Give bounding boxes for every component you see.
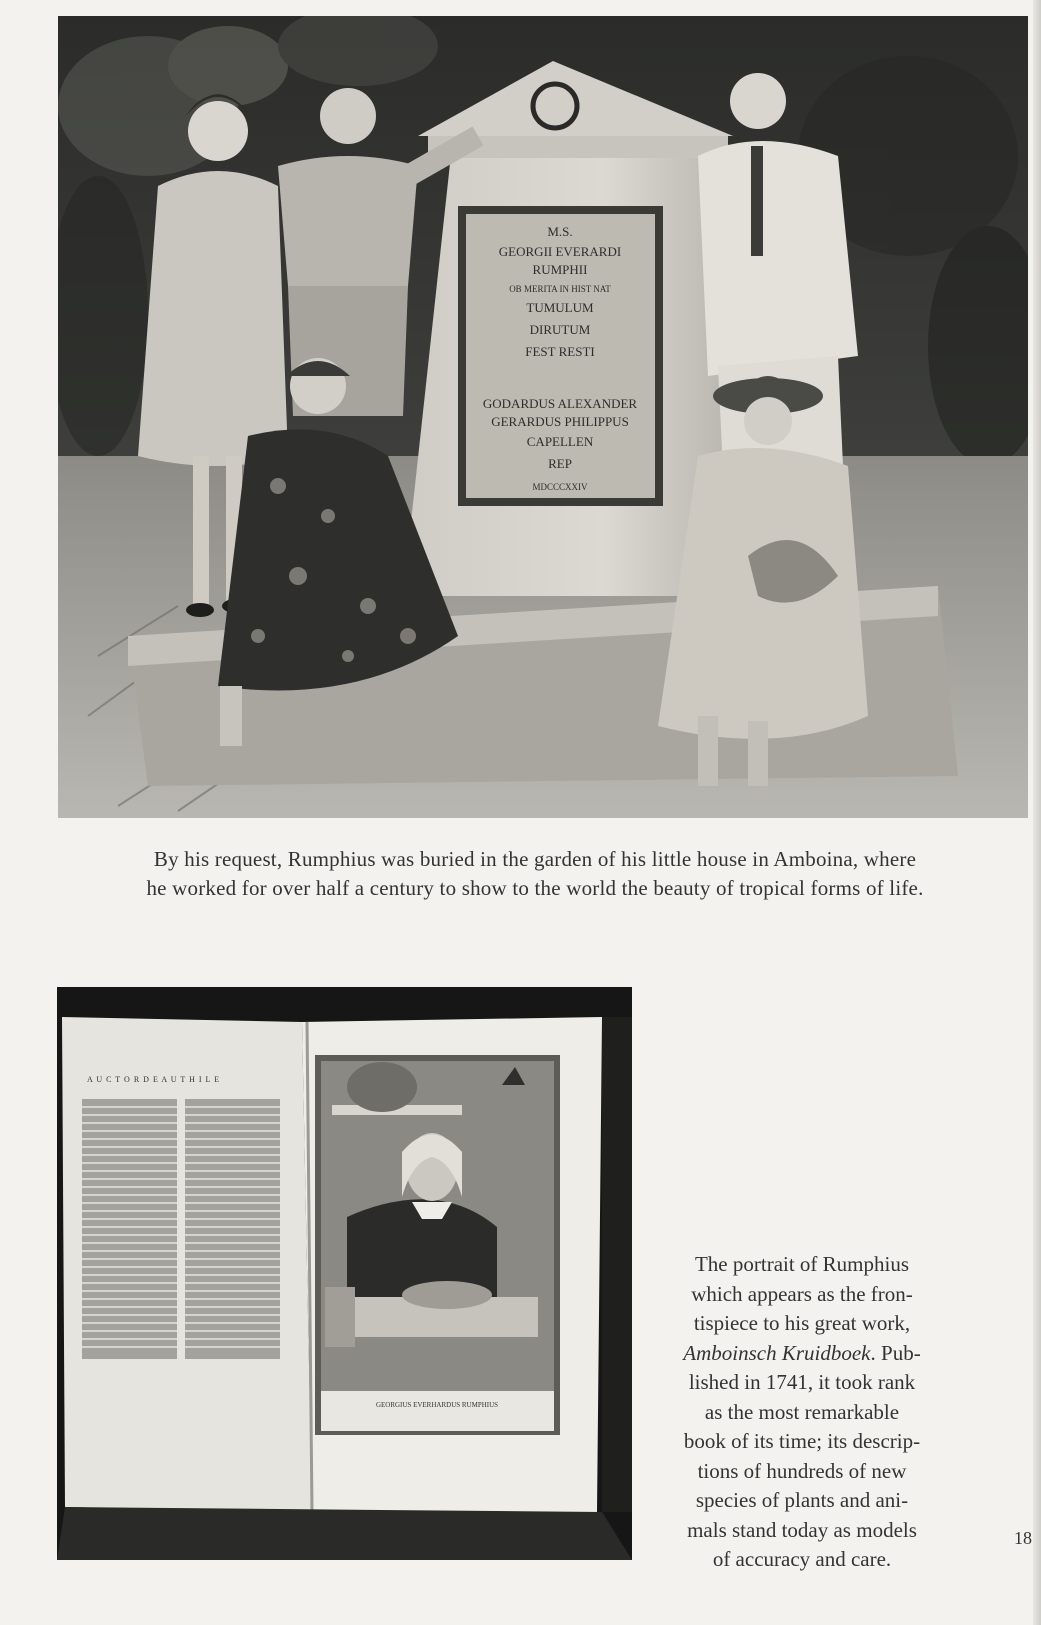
caption-line: lished in 1741, it took rank xyxy=(688,1370,916,1394)
inscription-line: GERARDUS PHILIPPUS xyxy=(491,414,629,429)
inscription-line: REP xyxy=(548,456,572,471)
frontispiece-caption xyxy=(662,1250,942,1575)
plate-caption: GEORGIUS EVERHARDUS RUMPHIUS xyxy=(375,1401,499,1409)
caption-line: of accuracy and care. xyxy=(712,1547,892,1571)
monument-caption xyxy=(60,845,1010,903)
monument-photo-illustration xyxy=(58,16,1028,818)
caption-line: tispiece to his great work, xyxy=(693,1311,911,1335)
caption-line-with-title xyxy=(662,1339,942,1369)
inscription-line: DIRUTUM xyxy=(529,322,591,337)
caption-line: book of its time; its descrip- xyxy=(683,1429,921,1453)
caption-line: The portrait of Rumphius xyxy=(694,1252,910,1276)
inscription-line: GEORGII EVERARDI xyxy=(498,244,622,259)
page-number: 18 xyxy=(1014,1528,1032,1548)
inscription-line: M.S. xyxy=(547,224,573,239)
caption-line: mals stand today as models xyxy=(687,1517,917,1542)
inscription-line: CAPELLEN xyxy=(526,434,594,449)
inscription-line: GODARDUS ALEXANDER xyxy=(482,396,638,411)
caption-line: which appears as the fron- xyxy=(691,1281,913,1306)
caption-line: as the most remarkable xyxy=(704,1399,900,1424)
caption-line: tions of hundreds of new xyxy=(697,1458,907,1483)
caption-fragment: . Pub- xyxy=(870,1340,921,1365)
inscription-line: RUMPHII xyxy=(532,262,588,277)
page-edge xyxy=(1033,0,1041,1625)
left-page-heading: A U C T O R D E A U T H I L E xyxy=(87,1075,221,1084)
caption-line: species of plants and ani- xyxy=(695,1488,909,1512)
open-book-illustration xyxy=(57,987,632,1560)
book-frontispiece-photograph xyxy=(57,987,632,1560)
caption-line: he worked for over half a century to show to the world the beauty of tropical forms of life. xyxy=(146,876,924,900)
inscription-line: TUMULUM xyxy=(526,300,594,315)
caption-line: By his request, Rumphius was buried in the garden of his little house in Amboina, where xyxy=(153,847,917,871)
inscription-line: MDCCCXXIV xyxy=(532,482,588,492)
monument-photograph xyxy=(58,16,1028,818)
inscription-line: OB MERITA IN HIST NAT xyxy=(509,284,611,294)
inscription-line: FEST RESTI xyxy=(525,344,595,359)
book-title: Amboinsch Kruidboek xyxy=(683,1340,871,1365)
